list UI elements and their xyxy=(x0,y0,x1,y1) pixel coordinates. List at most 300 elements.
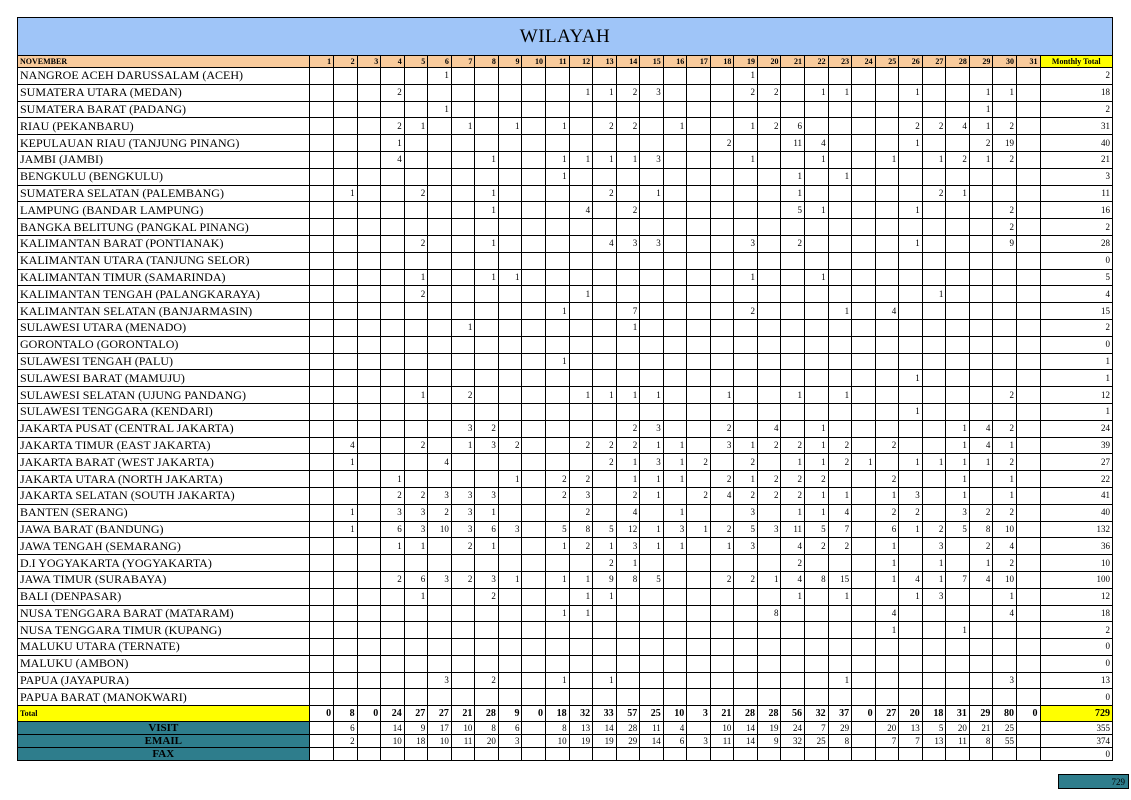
day-cell[interactable]: 3 xyxy=(640,235,664,252)
day-cell[interactable] xyxy=(1016,370,1040,387)
day-cell[interactable] xyxy=(946,555,970,572)
day-cell[interactable]: 2 xyxy=(593,437,617,454)
day-cell[interactable] xyxy=(922,370,946,387)
day-cell[interactable] xyxy=(875,319,899,336)
day-cell[interactable] xyxy=(640,555,664,572)
row-total[interactable]: 31 xyxy=(1040,118,1113,135)
day-cell[interactable]: 1 xyxy=(946,454,970,471)
day-cell[interactable] xyxy=(334,353,358,370)
day-cell[interactable]: 2 xyxy=(475,420,499,437)
stat-total[interactable]: 374 xyxy=(1040,735,1113,748)
day-cell[interactable] xyxy=(616,605,640,622)
day-cell[interactable] xyxy=(710,235,734,252)
row-total[interactable]: 5 xyxy=(1040,269,1113,286)
day-cell[interactable] xyxy=(1016,336,1040,353)
day-cell[interactable]: 1 xyxy=(993,84,1017,101)
day-cell[interactable]: 1 xyxy=(734,269,758,286)
day-cell[interactable] xyxy=(852,655,876,672)
region-name[interactable]: JAKARTA UTARA (NORTH JAKARTA) xyxy=(18,471,310,488)
day-cell[interactable] xyxy=(569,353,593,370)
day-cell[interactable] xyxy=(710,151,734,168)
day-cell[interactable]: 2 xyxy=(381,84,405,101)
day-cell[interactable]: 2 xyxy=(828,437,852,454)
day-cell[interactable] xyxy=(875,219,899,236)
total-day-cell[interactable]: 27 xyxy=(875,706,899,722)
day-cell[interactable] xyxy=(522,622,546,639)
day-cell[interactable] xyxy=(428,353,452,370)
day-cell[interactable] xyxy=(428,538,452,555)
day-cell[interactable] xyxy=(828,605,852,622)
day-cell[interactable] xyxy=(805,219,829,236)
day-cell[interactable] xyxy=(546,639,570,656)
day-cell[interactable] xyxy=(734,689,758,706)
day-cell[interactable] xyxy=(334,303,358,320)
day-cell[interactable] xyxy=(404,336,428,353)
day-cell[interactable] xyxy=(451,84,475,101)
day-cell[interactable] xyxy=(946,235,970,252)
day-cell[interactable]: 4 xyxy=(969,571,993,588)
day-cell[interactable] xyxy=(309,101,333,118)
day-cell[interactable] xyxy=(381,689,405,706)
day-cell[interactable] xyxy=(1016,151,1040,168)
day-cell[interactable]: 1 xyxy=(451,437,475,454)
day-cell[interactable] xyxy=(875,252,899,269)
day-cell[interactable] xyxy=(757,588,781,605)
stat-day-cell[interactable]: 14 xyxy=(734,722,758,735)
day-cell[interactable]: 3 xyxy=(640,151,664,168)
day-cell[interactable] xyxy=(309,168,333,185)
stat-day-cell[interactable]: 28 xyxy=(616,722,640,735)
day-cell[interactable] xyxy=(522,319,546,336)
day-cell[interactable] xyxy=(969,202,993,219)
day-cell[interactable] xyxy=(404,672,428,689)
day-cell[interactable]: 1 xyxy=(640,521,664,538)
day-cell[interactable]: 1 xyxy=(475,202,499,219)
day-cell[interactable] xyxy=(734,353,758,370)
day-cell[interactable] xyxy=(404,622,428,639)
day-cell[interactable] xyxy=(852,555,876,572)
row-total[interactable]: 0 xyxy=(1040,689,1113,706)
day-cell[interactable]: 2 xyxy=(757,437,781,454)
day-cell[interactable] xyxy=(899,672,923,689)
day-cell[interactable] xyxy=(357,252,381,269)
day-cell[interactable] xyxy=(381,185,405,202)
day-cell[interactable] xyxy=(946,370,970,387)
day-cell[interactable]: 1 xyxy=(593,387,617,404)
day-cell[interactable]: 1 xyxy=(993,471,1017,488)
row-total[interactable]: 27 xyxy=(1040,454,1113,471)
day-cell[interactable] xyxy=(757,101,781,118)
day-cell[interactable] xyxy=(828,202,852,219)
day-cell[interactable] xyxy=(828,370,852,387)
day-cell[interactable]: 1 xyxy=(969,454,993,471)
day-cell[interactable] xyxy=(451,555,475,572)
day-cell[interactable] xyxy=(334,151,358,168)
total-day-cell[interactable]: 32 xyxy=(805,706,829,722)
row-total[interactable]: 4 xyxy=(1040,286,1113,303)
day-cell[interactable] xyxy=(663,319,687,336)
day-cell[interactable] xyxy=(569,403,593,420)
day-cell[interactable] xyxy=(451,639,475,656)
day-cell[interactable] xyxy=(946,353,970,370)
day-cell[interactable] xyxy=(357,622,381,639)
day-cell[interactable]: 1 xyxy=(805,151,829,168)
day-cell[interactable]: 1 xyxy=(428,101,452,118)
day-cell[interactable] xyxy=(757,387,781,404)
day-cell[interactable] xyxy=(852,420,876,437)
day-cell[interactable]: 1 xyxy=(993,588,1017,605)
day-cell[interactable] xyxy=(334,538,358,555)
day-cell[interactable] xyxy=(522,370,546,387)
day-cell[interactable] xyxy=(357,588,381,605)
day-cell[interactable] xyxy=(498,605,522,622)
day-cell[interactable]: 2 xyxy=(969,135,993,152)
day-cell[interactable] xyxy=(993,185,1017,202)
total-day-cell[interactable]: 0 xyxy=(309,706,333,722)
stat-day-cell[interactable]: 3 xyxy=(687,735,711,748)
stat-day-cell[interactable]: 18 xyxy=(404,735,428,748)
day-cell[interactable] xyxy=(616,353,640,370)
day-cell[interactable] xyxy=(993,303,1017,320)
region-name[interactable]: JAKARTA SELATAN (SOUTH JAKARTA) xyxy=(18,487,310,504)
day-cell[interactable] xyxy=(475,336,499,353)
day-cell[interactable] xyxy=(687,303,711,320)
day-cell[interactable]: 1 xyxy=(334,521,358,538)
day-cell[interactable]: 3 xyxy=(640,84,664,101)
day-cell[interactable] xyxy=(309,286,333,303)
stat-day-cell[interactable]: 55 xyxy=(993,735,1017,748)
total-day-cell[interactable]: 8 xyxy=(334,706,358,722)
day-cell[interactable] xyxy=(805,639,829,656)
day-cell[interactable] xyxy=(593,487,617,504)
day-cell[interactable] xyxy=(357,521,381,538)
day-cell[interactable] xyxy=(781,84,805,101)
stat-day-cell[interactable]: 4 xyxy=(663,722,687,735)
day-cell[interactable]: 1 xyxy=(404,387,428,404)
day-cell[interactable] xyxy=(757,269,781,286)
region-name[interactable]: KALIMANTAN BARAT (PONTIANAK) xyxy=(18,235,310,252)
day-cell[interactable]: 3 xyxy=(475,571,499,588)
day-cell[interactable] xyxy=(852,471,876,488)
day-cell[interactable] xyxy=(828,185,852,202)
day-cell[interactable]: 1 xyxy=(475,538,499,555)
day-cell[interactable] xyxy=(757,555,781,572)
day-cell[interactable] xyxy=(687,202,711,219)
day-cell[interactable]: 1 xyxy=(381,538,405,555)
day-cell[interactable] xyxy=(899,252,923,269)
day-cell[interactable] xyxy=(922,353,946,370)
stat-day-cell[interactable] xyxy=(498,748,522,761)
day-cell[interactable] xyxy=(593,370,617,387)
day-cell[interactable]: 1 xyxy=(475,269,499,286)
day-cell[interactable] xyxy=(522,538,546,555)
region-name[interactable]: JAWA BARAT (BANDUNG) xyxy=(18,521,310,538)
day-cell[interactable] xyxy=(922,605,946,622)
day-cell[interactable]: 4 xyxy=(334,437,358,454)
day-cell[interactable] xyxy=(710,555,734,572)
day-cell[interactable] xyxy=(475,219,499,236)
total-day-cell[interactable]: 21 xyxy=(451,706,475,722)
day-cell[interactable]: 2 xyxy=(687,454,711,471)
row-total[interactable]: 0 xyxy=(1040,639,1113,656)
day-cell[interactable]: 2 xyxy=(781,487,805,504)
day-cell[interactable]: 1 xyxy=(616,555,640,572)
day-cell[interactable] xyxy=(357,639,381,656)
day-cell[interactable]: 1 xyxy=(734,437,758,454)
day-cell[interactable] xyxy=(852,622,876,639)
day-cell[interactable] xyxy=(946,387,970,404)
day-cell[interactable] xyxy=(805,672,829,689)
day-cell[interactable] xyxy=(428,622,452,639)
day-cell[interactable] xyxy=(781,151,805,168)
day-cell[interactable] xyxy=(781,605,805,622)
day-cell[interactable] xyxy=(357,202,381,219)
day-cell[interactable] xyxy=(663,689,687,706)
day-cell[interactable] xyxy=(498,185,522,202)
day-cell[interactable] xyxy=(969,588,993,605)
stat-day-cell[interactable] xyxy=(475,748,499,761)
day-cell[interactable] xyxy=(381,269,405,286)
day-cell[interactable] xyxy=(309,437,333,454)
day-cell[interactable] xyxy=(498,353,522,370)
day-cell[interactable]: 3 xyxy=(451,521,475,538)
day-cell[interactable] xyxy=(899,387,923,404)
day-cell[interactable]: 1 xyxy=(451,319,475,336)
day-cell[interactable] xyxy=(899,655,923,672)
day-cell[interactable] xyxy=(451,471,475,488)
day-cell[interactable] xyxy=(946,403,970,420)
day-cell[interactable] xyxy=(428,639,452,656)
total-label[interactable]: Total xyxy=(18,706,310,722)
day-cell[interactable] xyxy=(1016,387,1040,404)
day-cell[interactable] xyxy=(828,118,852,135)
stat-day-cell[interactable]: 20 xyxy=(475,735,499,748)
day-cell[interactable] xyxy=(757,639,781,656)
day-cell[interactable] xyxy=(828,639,852,656)
day-cell[interactable] xyxy=(922,672,946,689)
day-cell[interactable] xyxy=(546,622,570,639)
day-cell[interactable] xyxy=(1016,689,1040,706)
day-cell[interactable] xyxy=(663,101,687,118)
day-cell[interactable] xyxy=(852,101,876,118)
day-cell[interactable] xyxy=(522,655,546,672)
day-cell[interactable] xyxy=(640,504,664,521)
day-cell[interactable] xyxy=(569,370,593,387)
day-cell[interactable]: 3 xyxy=(451,420,475,437)
day-cell[interactable] xyxy=(522,84,546,101)
day-cell[interactable]: 1 xyxy=(404,588,428,605)
stat-day-cell[interactable] xyxy=(757,748,781,761)
day-cell[interactable] xyxy=(757,403,781,420)
row-total[interactable]: 1 xyxy=(1040,353,1113,370)
day-cell[interactable] xyxy=(969,252,993,269)
day-cell[interactable] xyxy=(1016,420,1040,437)
day-cell[interactable] xyxy=(640,252,664,269)
day-cell[interactable] xyxy=(475,639,499,656)
day-cell[interactable] xyxy=(381,319,405,336)
day-cell[interactable] xyxy=(309,252,333,269)
day-cell[interactable] xyxy=(357,68,381,85)
day-cell[interactable]: 1 xyxy=(546,672,570,689)
day-cell[interactable] xyxy=(805,319,829,336)
day-cell[interactable] xyxy=(309,454,333,471)
day-cell[interactable] xyxy=(899,269,923,286)
day-cell[interactable]: 3 xyxy=(381,504,405,521)
day-cell[interactable] xyxy=(616,672,640,689)
day-cell[interactable]: 1 xyxy=(828,303,852,320)
day-cell[interactable] xyxy=(334,370,358,387)
day-cell[interactable] xyxy=(852,303,876,320)
day-cell[interactable]: 4 xyxy=(781,571,805,588)
day-cell[interactable] xyxy=(498,403,522,420)
day-cell[interactable] xyxy=(334,555,358,572)
day-cell[interactable] xyxy=(1016,68,1040,85)
day-cell[interactable] xyxy=(357,387,381,404)
day-cell[interactable] xyxy=(334,101,358,118)
day-cell[interactable] xyxy=(710,504,734,521)
day-cell[interactable] xyxy=(852,84,876,101)
day-cell[interactable] xyxy=(569,101,593,118)
day-cell[interactable] xyxy=(1016,454,1040,471)
day-cell[interactable]: 6 xyxy=(781,118,805,135)
day-cell[interactable]: 2 xyxy=(734,303,758,320)
total-day-cell[interactable]: 31 xyxy=(946,706,970,722)
day-cell[interactable] xyxy=(451,135,475,152)
day-cell[interactable] xyxy=(663,151,687,168)
day-cell[interactable] xyxy=(616,588,640,605)
day-cell[interactable] xyxy=(357,471,381,488)
day-cell[interactable] xyxy=(1016,555,1040,572)
stat-day-cell[interactable]: 11 xyxy=(946,735,970,748)
day-cell[interactable]: 1 xyxy=(734,118,758,135)
day-cell[interactable]: 1 xyxy=(805,454,829,471)
day-cell[interactable] xyxy=(899,168,923,185)
day-cell[interactable] xyxy=(428,202,452,219)
day-cell[interactable] xyxy=(1016,319,1040,336)
day-cell[interactable] xyxy=(852,353,876,370)
day-cell[interactable]: 3 xyxy=(640,454,664,471)
day-cell[interactable] xyxy=(757,135,781,152)
day-cell[interactable] xyxy=(475,403,499,420)
day-cell[interactable] xyxy=(805,370,829,387)
day-cell[interactable] xyxy=(875,202,899,219)
day-cell[interactable] xyxy=(805,286,829,303)
day-cell[interactable] xyxy=(781,370,805,387)
day-cell[interactable] xyxy=(498,672,522,689)
day-cell[interactable]: 1 xyxy=(616,454,640,471)
stat-day-cell[interactable] xyxy=(969,748,993,761)
day-cell[interactable] xyxy=(309,403,333,420)
day-cell[interactable] xyxy=(781,622,805,639)
day-cell[interactable]: 1 xyxy=(640,538,664,555)
day-cell[interactable] xyxy=(522,639,546,656)
day-cell[interactable] xyxy=(309,68,333,85)
day-cell[interactable] xyxy=(828,68,852,85)
day-cell[interactable] xyxy=(309,353,333,370)
day-cell[interactable] xyxy=(593,286,617,303)
day-cell[interactable] xyxy=(428,118,452,135)
day-cell[interactable] xyxy=(663,303,687,320)
day-cell[interactable] xyxy=(428,269,452,286)
day-cell[interactable] xyxy=(640,403,664,420)
day-cell[interactable] xyxy=(687,319,711,336)
day-cell[interactable] xyxy=(781,689,805,706)
day-cell[interactable] xyxy=(899,319,923,336)
day-cell[interactable] xyxy=(687,101,711,118)
day-cell[interactable] xyxy=(593,319,617,336)
day-cell[interactable]: 1 xyxy=(663,118,687,135)
day-cell[interactable] xyxy=(451,185,475,202)
day-cell[interactable] xyxy=(757,622,781,639)
day-cell[interactable] xyxy=(805,403,829,420)
day-cell[interactable] xyxy=(969,639,993,656)
day-cell[interactable]: 5 xyxy=(805,521,829,538)
day-cell[interactable]: 1 xyxy=(734,471,758,488)
day-cell[interactable] xyxy=(428,84,452,101)
day-cell[interactable] xyxy=(640,672,664,689)
day-cell[interactable] xyxy=(757,151,781,168)
day-cell[interactable] xyxy=(451,588,475,605)
stat-day-cell[interactable]: 8 xyxy=(475,722,499,735)
day-cell[interactable] xyxy=(875,403,899,420)
stat-day-cell[interactable]: 24 xyxy=(781,722,805,735)
day-cell[interactable]: 3 xyxy=(404,504,428,521)
day-cell[interactable]: 1 xyxy=(899,135,923,152)
day-cell[interactable] xyxy=(546,437,570,454)
day-cell[interactable] xyxy=(334,235,358,252)
day-cell[interactable] xyxy=(381,336,405,353)
day-cell[interactable]: 2 xyxy=(404,235,428,252)
day-cell[interactable] xyxy=(593,622,617,639)
stat-day-cell[interactable] xyxy=(381,748,405,761)
total-day-cell[interactable]: 27 xyxy=(404,706,428,722)
day-cell[interactable]: 1 xyxy=(663,471,687,488)
day-cell[interactable]: 2 xyxy=(781,471,805,488)
day-cell[interactable]: 1 xyxy=(663,437,687,454)
stat-day-cell[interactable] xyxy=(428,748,452,761)
day-cell[interactable] xyxy=(334,387,358,404)
day-cell[interactable] xyxy=(969,269,993,286)
day-cell[interactable] xyxy=(381,219,405,236)
day-cell[interactable] xyxy=(687,672,711,689)
day-cell[interactable] xyxy=(522,571,546,588)
day-cell[interactable] xyxy=(969,487,993,504)
day-cell[interactable]: 3 xyxy=(616,538,640,555)
day-cell[interactable]: 1 xyxy=(946,420,970,437)
day-cell[interactable] xyxy=(781,655,805,672)
day-cell[interactable] xyxy=(663,68,687,85)
day-cell[interactable] xyxy=(475,655,499,672)
day-cell[interactable]: 11 xyxy=(781,521,805,538)
day-cell[interactable]: 1 xyxy=(781,185,805,202)
day-cell[interactable]: 1 xyxy=(451,118,475,135)
grand-total-cell[interactable]: 729 xyxy=(1058,774,1129,789)
day-cell[interactable] xyxy=(640,588,664,605)
day-cell[interactable] xyxy=(687,235,711,252)
day-cell[interactable] xyxy=(899,639,923,656)
day-cell[interactable] xyxy=(451,286,475,303)
day-cell[interactable] xyxy=(1016,538,1040,555)
day-cell[interactable] xyxy=(687,387,711,404)
day-cell[interactable] xyxy=(663,555,687,572)
day-cell[interactable] xyxy=(357,538,381,555)
day-cell[interactable] xyxy=(475,471,499,488)
total-day-cell[interactable]: 3 xyxy=(687,706,711,722)
day-cell[interactable]: 1 xyxy=(993,487,1017,504)
day-cell[interactable] xyxy=(616,269,640,286)
day-cell[interactable] xyxy=(922,135,946,152)
day-cell[interactable] xyxy=(498,319,522,336)
